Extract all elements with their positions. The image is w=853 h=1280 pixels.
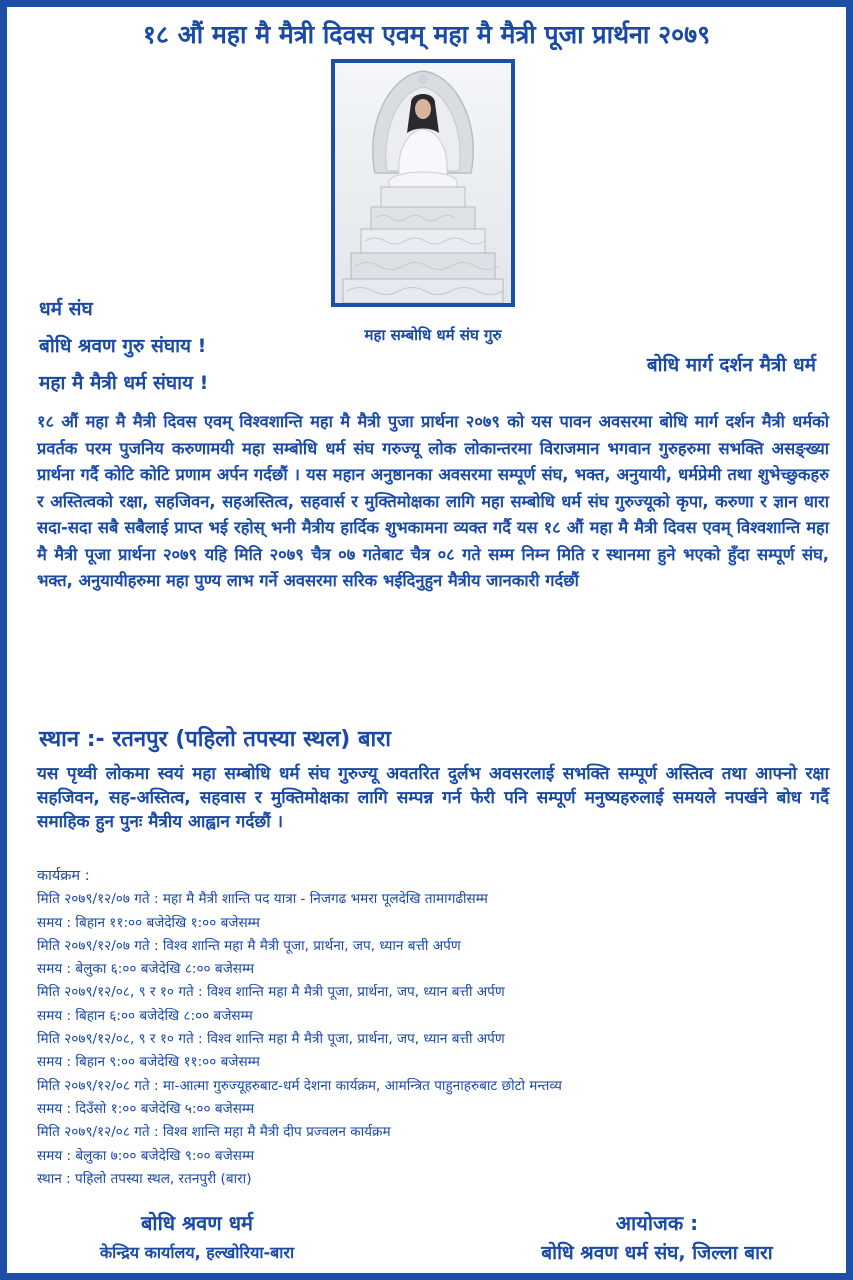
schedule-line: मिति २०७९/१२/०८, ९ र १० गते : विश्व शान्ति महा मै मैत्री पूजा, प्रार्थना, जप, ध्यान बत्ती अर्पण <box>37 1031 505 1048</box>
schedule-line: मिति २०७९/१२/०८ गते : मा-आत्मा गुरुज्यूहरुबाट-धर्म देशना कार्यक्रम, आमन्त्रित पाहुनाहरुबाट छोटो मन्तव्य <box>37 1077 562 1094</box>
organizer-label: आयोजक : <box>615 1211 699 1235</box>
sender-office: केन्द्रिय कार्यालय, हल्खोरिया-बारा <box>99 1243 295 1262</box>
schedule-line: समय : दिउँसो १:०० बजेदेखि ५:०० बजेसम्म <box>37 1100 255 1117</box>
schedule-line: समय : बेलुका ७:०० बजेदेखि ९:०० बजेसम्म <box>37 1147 255 1164</box>
schedule-line: समय : बिहान ११:०० बजेदेखि १:०० बजेसम्म <box>37 914 260 931</box>
invitation-paragraph: यस पृथ्वी लोकमा स्वयं महा सम्बोधि धर्म संघ गुरुज्यू अवतरित दुर्लभ अवसरलाई सभक्ति सम्पूर्ण अस्तित्व तथा आफ्नो रक्षा सहजिवन, सह-अस्तित्व, सहवास र मुक्तिमोक्षका लागि सम्पन्न गर्न फेरी पनि सम्पूर्ण मनुष्यहरुलाई समयले नपर्खने बोध गर्दै समाहिक हुन पुनः मैत्रीय आह्वान गर्दछौं । <box>37 764 829 832</box>
motto: बोधि मार्ग दर्शन मैत्री धर्म <box>646 354 816 376</box>
schedule-line: मिति २०७९/१२/०८, ९ र १० गते : विश्व शान्ति महा मै मैत्री पूजा, प्रार्थना, जप, ध्यान बत्ती अर्पण <box>37 984 505 1001</box>
program-schedule <box>37 865 837 1191</box>
blessing-line: बोधि श्रवण गुरु संघाय ! <box>39 335 207 357</box>
organizer-name: बोधि श्रवण धर्म संघ, जिल्ला बारा <box>541 1242 773 1264</box>
schedule-line: समय : बिहान ९:०० बजेदेखि ११:०० बजेसम्म <box>37 1054 260 1071</box>
schedule-line: मिति २०७९/१२/०७ गते : महा मै मैत्री शान्ति पद यात्रा - निजगढ भमरा पूलदेखि तामागढीसम्म <box>37 891 488 908</box>
schedule-line: मिति २०७९/१२/०८ गते : विश्व शान्ति महा मै मैत्री दीप प्रज्वलन कार्यक्रम <box>37 1124 391 1141</box>
schedule-line: स्थान : पहिलो तपस्या स्थल, रतनपुरी (बारा) <box>37 1170 252 1187</box>
page-title: १८ औं महा मै मैत्री दिवस एवम् महा मै मैत्री पूजा प्रार्थना २०७९ <box>142 20 711 49</box>
portrait-caption: महा सम्बोधि धर्म संघ गुरु <box>364 326 502 344</box>
intro-paragraph: १८ औं महा मै मैत्री दिवस एवम् विश्वशान्ति महा मै मैत्री पुजा प्रार्थना २०७९ को यस पावन अवसरमा बोधि मार्ग दर्शन मैत्री धर्मको प्रवर्तक परम पुजनिय करुणामयी महा सम्बोधि धर्म संघ गरुज्यू लोक लोकान्तरमा विराजमान भगवान गुरुहरुमा सभक्ति असङ्ख्या प्रार्थना गर्दै कोटि कोटि प्रणाम अर्पन गर्दछौं । यस महान अनुष्ठानका अवसरमा सम्पूर्ण संघ, भक्त, अनुयायी, धर्मप्रेमी तथा शुभेच्छुकहरु र अस्तित्वको रक्षा, सहजिवन, सहअस्तित्व, सहवार्स र मुक्तिमोक्षका लागि महा सम्बोधि धर्म संघ गुरुज्यूको कृपा, करुणा र ज्ञान धारा सदा-सदा सबै सबैलाई प्राप्त भई रहोस् भनी मैत्रीय हार्दिक शुभकामना व्यक्त गर्दै यस १८ औं महा मै मैत्री दिवस एवम् विश्वशान्ति महा मै मैत्री पूजा प्रार्थना २०७९ यहि मिति २०७९ चैत्र ०७ गतेबाट चैत्र ०८ गते सम्म निम्न मिति र स्थानमा हुने भएको हुँदा सम्पूर्ण संघ, भक्त, अनुयायीहरुमा महा पुण्य लाभ गर्ने अवसरमा सरिक भईदिनुहुन मैत्रीय जानकारी गर्दछौं <box>37 412 829 590</box>
guru-portrait-frame <box>331 59 515 307</box>
schedule-line: मिति २०७९/१२/०७ गते : विश्व शान्ति महा मै मैत्री पूजा, प्रार्थना, जप, ध्यान बत्ती अर्पण <box>37 937 461 954</box>
location-heading: स्थान :- रतनपुर (पहिलो तपस्या स्थल) बारा <box>39 727 391 752</box>
footer-organizer <box>477 1207 837 1267</box>
guru-on-throne-photo <box>335 63 511 303</box>
program-heading: कार्यक्रम : <box>37 868 90 884</box>
schedule-line: समय : बिहान ६:०० बजेदेखि ८:०० बजेसम्म <box>37 1007 253 1024</box>
schedule-line: समय : बेलुका ६:०० बजेदेखि ८:०० बजेसम्म <box>37 961 255 978</box>
footer-sender <box>47 1207 347 1267</box>
blessing-block <box>39 295 208 406</box>
blessing-line: महा मै मैत्री धर्म संघाय ! <box>39 372 209 394</box>
blessing-line: धर्म संघ <box>39 298 93 320</box>
sender-name: बोधि श्रवण धर्म <box>140 1211 253 1235</box>
